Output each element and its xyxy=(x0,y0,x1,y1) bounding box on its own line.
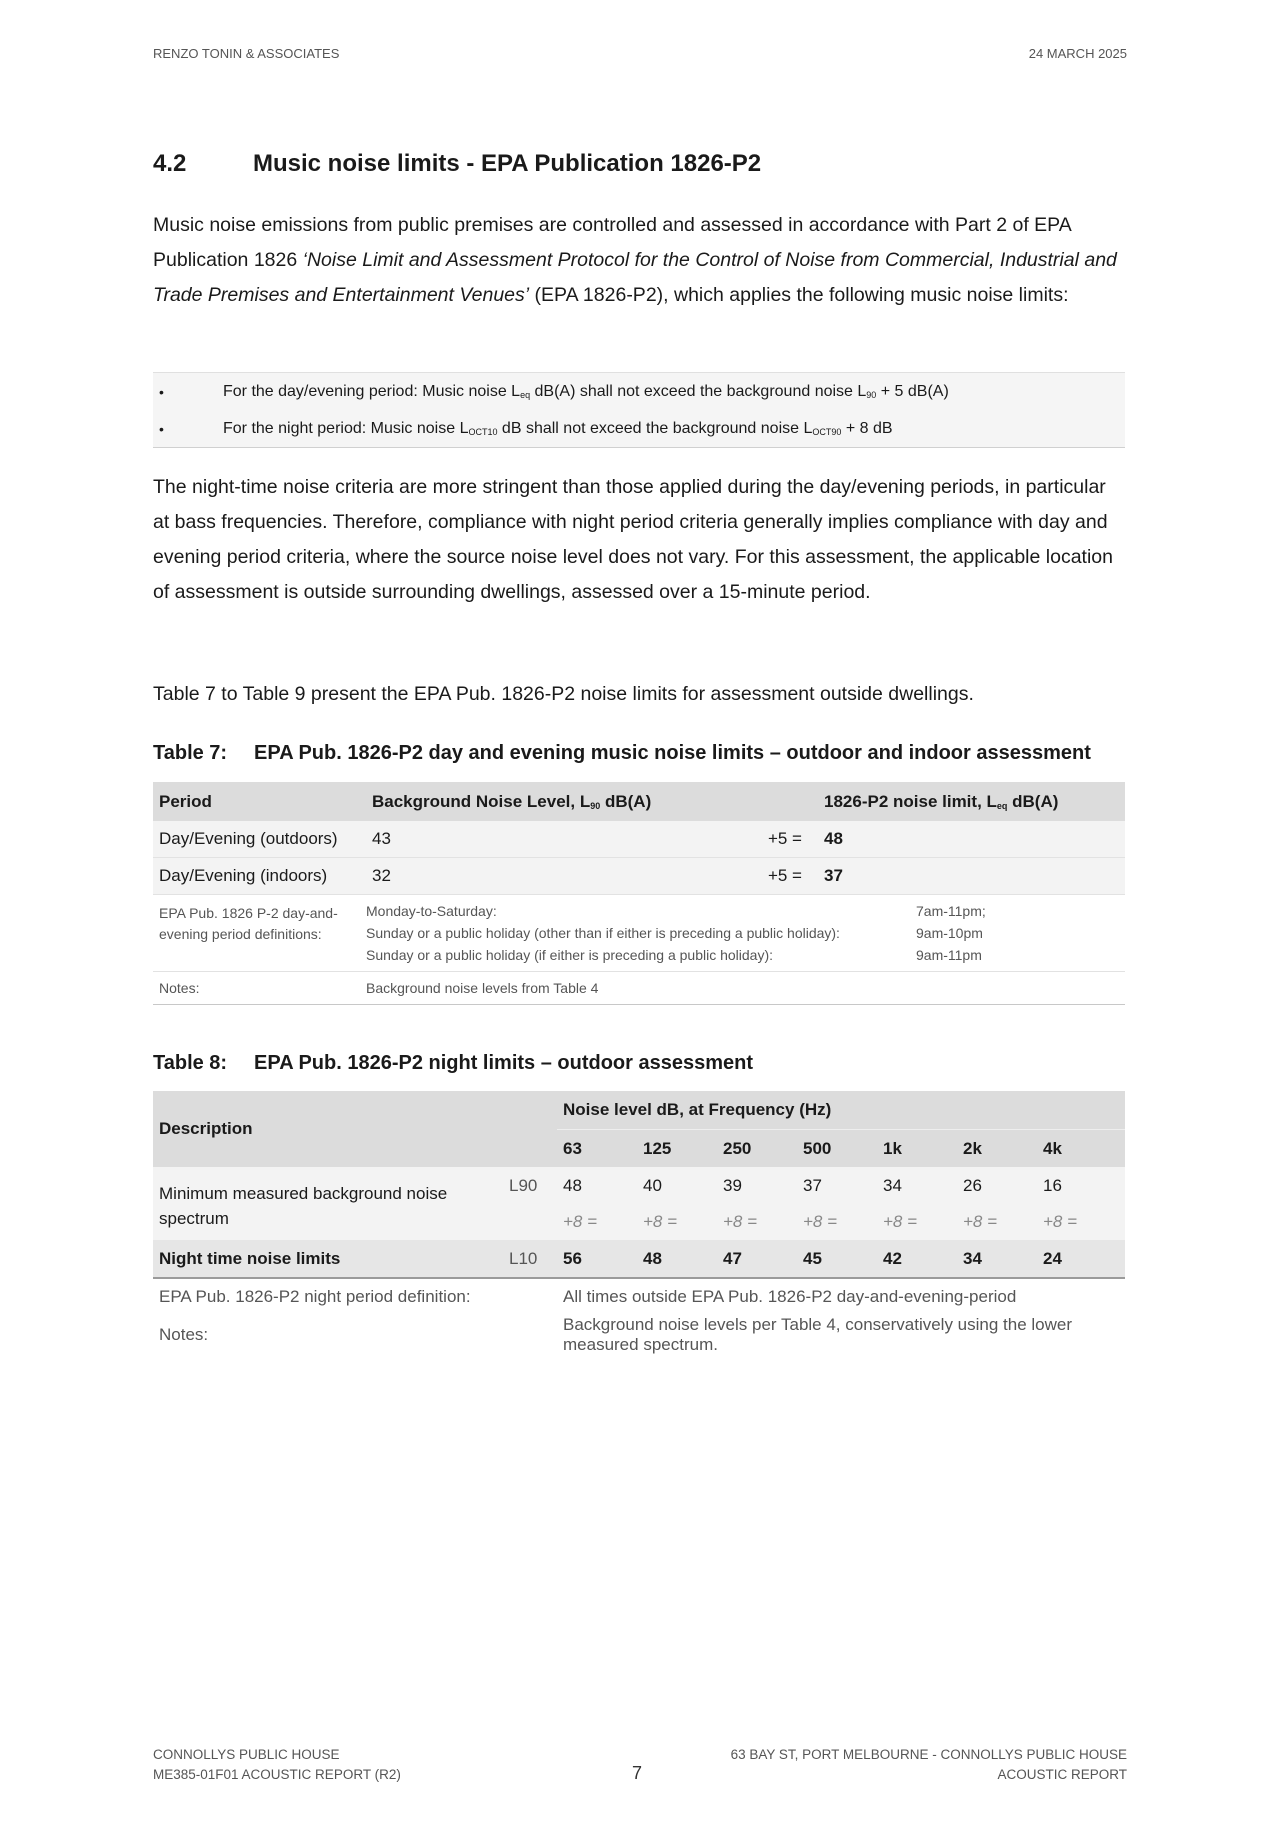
table-cell: +8 = xyxy=(637,1204,717,1240)
table7-notes-row xyxy=(153,972,1125,1005)
intro-text-1: Music noise emissions from public premises are controlled and assessed in accordance with Part 2 of EPA Publication 1826 xyxy=(153,214,1071,271)
freq-125: 125 xyxy=(637,1130,717,1168)
footer-right xyxy=(731,1745,1127,1785)
definition-item: Sunday or a public holiday (if either is preceding a public holiday): 9am-11pm xyxy=(366,947,982,963)
table7-header-row xyxy=(153,782,1125,821)
freq-4k: 4k xyxy=(1037,1130,1125,1168)
table-cell: +8 = xyxy=(877,1204,957,1240)
table-cell: 47 xyxy=(717,1240,797,1278)
footer-report-type: ACOUSTIC REPORT xyxy=(997,1767,1127,1782)
table-cell: 26 xyxy=(957,1167,1037,1204)
table7-head-limit: 1826-P2 noise limit, $L_{eq}$ dB(A) xyxy=(818,782,1125,821)
table-cell: 34 xyxy=(957,1240,1037,1278)
bullet-dot: • xyxy=(159,383,164,400)
intro-paragraph xyxy=(153,208,1125,313)
table-cell: +8 = xyxy=(717,1204,797,1240)
table7-caption xyxy=(153,742,1091,765)
table-cell: +8 = xyxy=(957,1204,1037,1240)
definition-item: Sunday or a public holiday (other than if either is preceding a public holiday): 9am-10pm xyxy=(366,925,983,941)
row-period: Day/Evening (indoors) xyxy=(153,858,366,895)
table7-definitions xyxy=(366,903,1125,963)
bullet-item-day xyxy=(153,373,1125,410)
table-cell: 24 xyxy=(1037,1240,1125,1278)
criteria-paragraph: The night-time noise criteria are more stringent than those applied during the day/evening periods, in particular at bass frequencies. Therefore, compliance with night period criteria generally implies compliance with day and evening period criteria, where the source noise level does not vary. For this assessment, the applicable location of assessment is outside surrounding dwellings, assessed over a 15-minute period. xyxy=(153,476,1113,603)
table-cell: 48 xyxy=(557,1167,637,1204)
table7-definitions-label: EPA Pub. 1826 P-2 day-and-evening period definitions: xyxy=(159,905,338,942)
background-row-label: Minimum measured background noise spectrum xyxy=(153,1167,503,1240)
row-period: Day/Evening (outdoors) xyxy=(153,821,366,858)
table-row xyxy=(153,821,1125,858)
table8-definition-label: EPA Pub. 1826-P2 night period definition: xyxy=(159,1287,471,1306)
table-cell: 48 xyxy=(637,1240,717,1278)
freq-63: 63 xyxy=(557,1130,637,1168)
table8-label: Table 8: xyxy=(153,1052,228,1074)
table7-notes-label: Notes: xyxy=(159,980,200,996)
freq-2k: 2k xyxy=(957,1130,1037,1168)
table-cell: +8 = xyxy=(797,1204,877,1240)
table8-notes: Background noise levels per Table 4, conservatively using the lower measured spectrum. xyxy=(563,1315,1073,1354)
intro-text-2: (EPA 1826-P2), which applies the following music noise limits: xyxy=(529,284,1069,306)
table8-caption xyxy=(153,1052,753,1075)
table-cell: 56 xyxy=(557,1240,637,1278)
table-cell: 42 xyxy=(877,1240,957,1278)
table7-notes: Background noise levels from Table 4 xyxy=(366,980,599,996)
bullet-text: For the day/evening period: Music noise $L_{eq}$ dB(A) shall not exceed the background noise $L_{90} + 5$ dB(A) xyxy=(223,382,949,400)
table-row xyxy=(153,1240,1125,1278)
table-cell: 16 xyxy=(1037,1167,1125,1204)
table8 xyxy=(153,1091,1125,1355)
row-add: +5 = xyxy=(736,858,818,895)
footer-project: CONNOLLYS PUBLIC HOUSE xyxy=(153,1747,340,1762)
bullet-dot: • xyxy=(159,420,164,437)
definition-item: Monday-to-Saturday: 7am-11pm; xyxy=(366,903,986,919)
table-cell: +8 = xyxy=(557,1204,637,1240)
table7-definitions-row xyxy=(153,895,1125,972)
section-heading xyxy=(153,150,761,178)
footer-report-id: ME385-01F01 ACOUSTIC REPORT (R2) xyxy=(153,1767,401,1782)
intro-publication-title: ‘Noise Limit and Assessment Protocol for the Control of Noise from Commercial, Industrial and Trade Premises and Entertainment Venues’ xyxy=(153,249,1117,306)
table-row xyxy=(153,858,1125,895)
table-cell: +8 = xyxy=(1037,1204,1125,1240)
table-cell: 40 xyxy=(637,1167,717,1204)
table8-title: EPA Pub. 1826-P2 night limits – outdoor assessment xyxy=(254,1052,754,1074)
table8-head-description: Description xyxy=(153,1091,557,1167)
tables-intro-paragraph: Table 7 to Table 9 present the EPA Pub. 1826-P2 noise limits for assessment outside dwellings. xyxy=(153,683,974,705)
page-number: 7 xyxy=(632,1763,643,1783)
table7-head-period: Period xyxy=(153,782,366,821)
table7-label: Table 7: xyxy=(153,742,228,764)
bullet-item-night xyxy=(153,410,1125,447)
table-row xyxy=(153,1167,1125,1204)
table8-notes-row xyxy=(153,1315,1125,1355)
limit-row-parameter: L10 xyxy=(503,1240,557,1278)
background-row-parameter: L90 xyxy=(503,1167,557,1204)
section-title: Music noise limits - EPA Publication 1826-P2 xyxy=(253,150,762,177)
table8-definition-row xyxy=(153,1278,1125,1315)
table-cell: 34 xyxy=(877,1167,957,1204)
table8-notes-label: Notes: xyxy=(159,1325,209,1344)
table-cell: 45 xyxy=(797,1240,877,1278)
row-background: 32 xyxy=(366,858,736,895)
bullet-text: For the night period: Music noise $L_{OCT10}$ dB shall not exceed the background noise $L_{OCT90} + 8$ dB xyxy=(223,419,893,437)
footer-left xyxy=(153,1745,401,1785)
row-limit: 48 xyxy=(818,821,1125,858)
table8-definition-text: All times outside EPA Pub. 1826-P2 day-and-evening-period xyxy=(563,1287,1017,1306)
header-date: 24 MARCH 2025 xyxy=(1028,46,1127,61)
freq-250: 250 xyxy=(717,1130,797,1168)
table7-title: EPA Pub. 1826-P2 day and evening music noise limits – outdoor and indoor assessment xyxy=(254,742,1091,764)
table-cell: 39 xyxy=(717,1167,797,1204)
footer-address: 63 BAY ST, PORT MELBOURNE - CONNOLLYS PUBLIC HOUSE xyxy=(730,1747,1127,1762)
row-limit: 37 xyxy=(818,858,1125,895)
row-add: +5 = xyxy=(736,821,818,858)
table7-head-background: Background Noise Level, $L_{90}$ dB(A) xyxy=(366,782,736,821)
row-background: 43 xyxy=(366,821,736,858)
table7 xyxy=(153,782,1125,1005)
table-cell: 37 xyxy=(797,1167,877,1204)
section-number: 4.2 xyxy=(153,150,187,177)
table8-head-frequency: Noise level dB, at Frequency (Hz) xyxy=(557,1091,1125,1130)
limit-row-label: Night time noise limits xyxy=(153,1240,503,1278)
header-company: RENZO TONIN & ASSOCIATES xyxy=(153,46,340,61)
freq-1k: 1k xyxy=(877,1130,957,1168)
freq-500: 500 xyxy=(797,1130,877,1168)
bullet-list xyxy=(153,372,1125,448)
